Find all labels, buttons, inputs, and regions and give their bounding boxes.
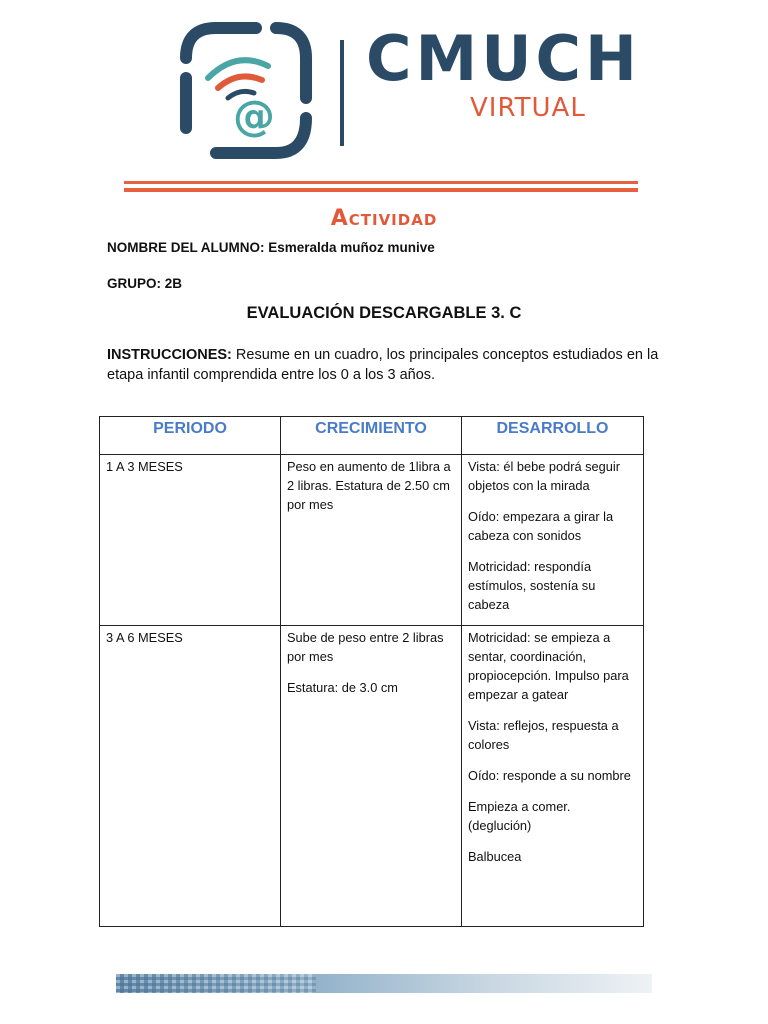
column-header-periodo: PERIODO <box>100 417 281 455</box>
brand-name: CMUCH <box>366 22 641 95</box>
column-header-desarrollo: DESARROLLO <box>462 417 644 455</box>
column-header-crecimiento: CRECIMIENTO <box>281 417 462 455</box>
instructions-text: Resume en un cuadro, los principales conceptos estudiados en la etapa infantil comprendida entre los 0 a los 3 años. <box>107 347 659 383</box>
header-divider <box>124 188 638 192</box>
brand-subtitle: VIRTUAL <box>470 93 586 123</box>
group-value: 2B <box>164 276 183 291</box>
periodo-cell <box>100 626 281 927</box>
svg-text:@: @ <box>233 91 275 140</box>
group-label: GRUPO: <box>107 276 161 291</box>
student-label: NOMBRE DEL ALUMNO: <box>107 240 265 255</box>
cell-text: Sube de peso entre 2 libras por mes <box>287 630 444 664</box>
desarrollo-cell <box>462 626 644 927</box>
cell-text: Estatura: de 3.0 cm <box>287 680 398 695</box>
table-row <box>100 455 644 626</box>
instructions-label: INSTRUCCIONES: <box>107 347 232 363</box>
cell-text: Empieza a comer. (deglución) <box>468 799 571 833</box>
logo-icon <box>176 18 316 163</box>
cell-text: 1 A 3 MESES <box>106 459 183 474</box>
desarrollo-cell <box>462 455 644 626</box>
periodo-cell <box>100 455 281 626</box>
activity-title: Actividad <box>330 206 438 231</box>
cell-text: Vista: él bebe podrá seguir objetos con la mirada <box>468 459 621 493</box>
table-header-row <box>100 417 644 455</box>
cell-text: Peso en aumento de 1libra a 2 libras. Estatura de 2.50 cm por mes <box>287 459 451 512</box>
cell-text: Vista: reflejos, respuesta a colores <box>468 718 619 752</box>
logo-divider <box>340 40 344 146</box>
cell-text: Balbucea <box>468 849 522 864</box>
cell-text: 3 A 6 MESES <box>106 630 183 645</box>
student-name-row <box>107 240 435 255</box>
cell-text: Oído: responde a su nombre <box>468 768 631 783</box>
crecimiento-cell <box>281 455 462 626</box>
cell-text: Oído: empezara a girar la cabeza con sonidos <box>468 509 614 543</box>
instructions <box>107 345 677 385</box>
crecimiento-cell <box>281 626 462 927</box>
header-divider <box>124 181 638 184</box>
footer-decoration <box>116 974 652 993</box>
summary-table <box>99 416 644 927</box>
cell-text: Motricidad: respondía estímulos, sostenía su cabeza <box>468 559 596 612</box>
student-name: Esmeralda muñoz munive <box>268 240 435 255</box>
cell-text: Motricidad: se empieza a sentar, coordinación, propiocepción. Impulso para empezar a gatear <box>468 630 629 702</box>
group-row <box>107 276 182 291</box>
table-row <box>100 626 644 927</box>
evaluation-title: EVALUACIÓN DESCARGABLE 3. C <box>246 304 522 322</box>
